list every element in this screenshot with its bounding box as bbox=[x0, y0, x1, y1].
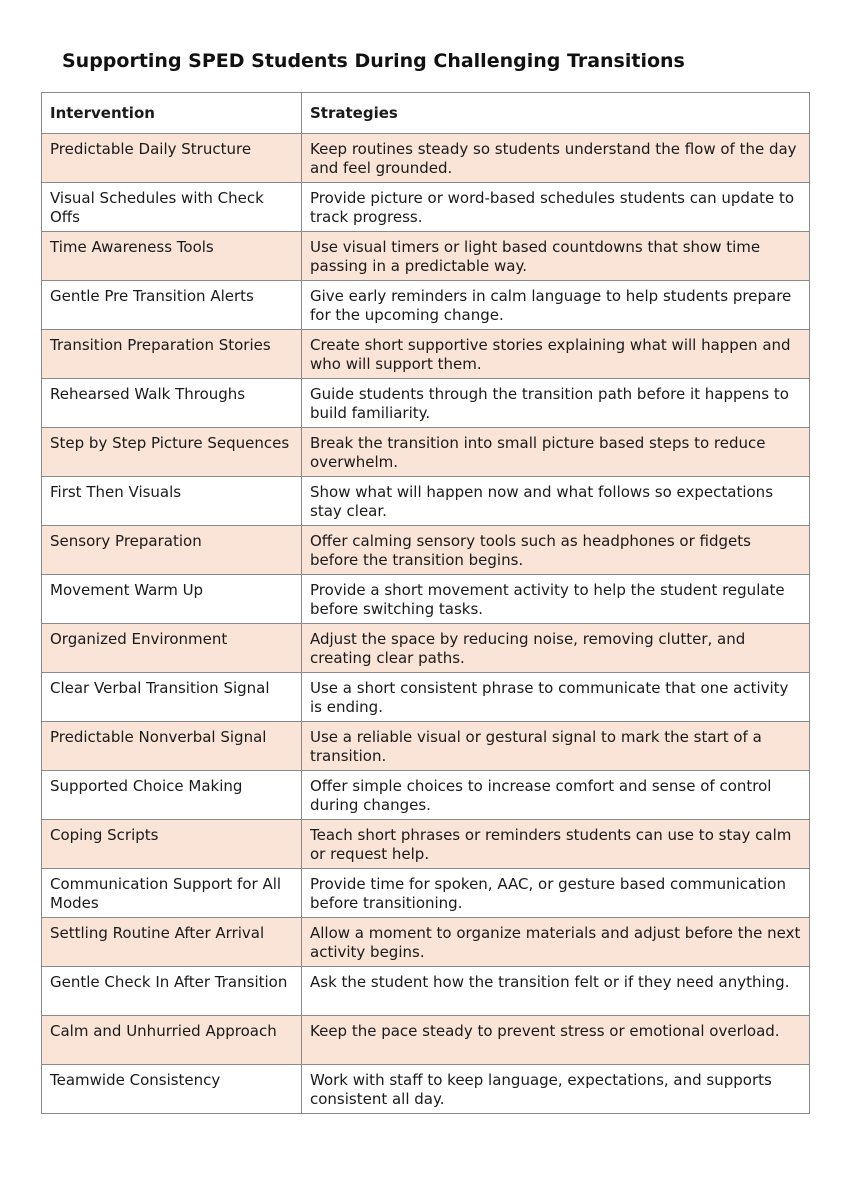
strategy-cell: Work with staff to keep language, expectations, and supports consistent all day. bbox=[302, 1065, 810, 1114]
strategy-cell: Guide students through the transition path before it happens to build familiarity. bbox=[302, 379, 810, 428]
strategy-cell: Keep the pace steady to prevent stress or emotional overload. bbox=[302, 1016, 810, 1065]
table-body bbox=[42, 134, 810, 1114]
table-row bbox=[42, 820, 810, 869]
table-row bbox=[42, 967, 810, 1016]
strategy-cell: Offer calming sensory tools such as headphones or fidgets before the transition begins. bbox=[302, 526, 810, 575]
strategy-cell: Use visual timers or light based countdowns that show time passing in a predictable way. bbox=[302, 232, 810, 281]
intervention-cell: First Then Visuals bbox=[42, 477, 302, 526]
strategy-cell: Give early reminders in calm language to help students prepare for the upcoming change. bbox=[302, 281, 810, 330]
document-title: Supporting SPED Students During Challenging Transitions bbox=[62, 50, 685, 72]
intervention-cell: Coping Scripts bbox=[42, 820, 302, 869]
interventions-table bbox=[41, 92, 810, 1114]
table-row bbox=[42, 379, 810, 428]
header-row bbox=[42, 93, 810, 134]
intervention-cell: Gentle Pre Transition Alerts bbox=[42, 281, 302, 330]
intervention-cell: Predictable Nonverbal Signal bbox=[42, 722, 302, 771]
table-row bbox=[42, 281, 810, 330]
intervention-cell: Organized Environment bbox=[42, 624, 302, 673]
intervention-cell: Transition Preparation Stories bbox=[42, 330, 302, 379]
table-row bbox=[42, 330, 810, 379]
table-row bbox=[42, 134, 810, 183]
intervention-cell: Step by Step Picture Sequences bbox=[42, 428, 302, 477]
strategy-cell: Ask the student how the transition felt or if they need anything. bbox=[302, 967, 810, 1016]
table-row bbox=[42, 1065, 810, 1114]
strategy-cell: Use a short consistent phrase to communicate that one activity is ending. bbox=[302, 673, 810, 722]
header-intervention: Intervention bbox=[42, 93, 302, 134]
intervention-cell: Visual Schedules with Check Offs bbox=[42, 183, 302, 232]
intervention-cell: Supported Choice Making bbox=[42, 771, 302, 820]
strategy-cell: Keep routines steady so students understand the flow of the day and feel grounded. bbox=[302, 134, 810, 183]
table-row bbox=[42, 673, 810, 722]
intervention-cell: Predictable Daily Structure bbox=[42, 134, 302, 183]
table-row bbox=[42, 869, 810, 918]
table-row bbox=[42, 771, 810, 820]
strategy-cell: Provide time for spoken, AAC, or gesture based communication before transitioning. bbox=[302, 869, 810, 918]
strategy-cell: Use a reliable visual or gestural signal to mark the start of a transition. bbox=[302, 722, 810, 771]
intervention-cell: Clear Verbal Transition Signal bbox=[42, 673, 302, 722]
intervention-cell: Time Awareness Tools bbox=[42, 232, 302, 281]
strategy-cell: Provide a short movement activity to help the student regulate before switching tasks. bbox=[302, 575, 810, 624]
strategy-cell: Teach short phrases or reminders students can use to stay calm or request help. bbox=[302, 820, 810, 869]
strategy-cell: Show what will happen now and what follows so expectations stay clear. bbox=[302, 477, 810, 526]
intervention-cell: Communication Support for All Modes bbox=[42, 869, 302, 918]
table-row bbox=[42, 232, 810, 281]
intervention-cell: Gentle Check In After Transition bbox=[42, 967, 302, 1016]
intervention-cell: Settling Routine After Arrival bbox=[42, 918, 302, 967]
intervention-cell: Rehearsed Walk Throughs bbox=[42, 379, 302, 428]
strategy-cell: Create short supportive stories explaining what will happen and who will support them. bbox=[302, 330, 810, 379]
table-row bbox=[42, 428, 810, 477]
table-row bbox=[42, 918, 810, 967]
strategy-cell: Allow a moment to organize materials and adjust before the next activity begins. bbox=[302, 918, 810, 967]
intervention-cell: Teamwide Consistency bbox=[42, 1065, 302, 1114]
table-row bbox=[42, 722, 810, 771]
table-row bbox=[42, 526, 810, 575]
strategy-cell: Break the transition into small picture based steps to reduce overwhelm. bbox=[302, 428, 810, 477]
table-row bbox=[42, 1016, 810, 1065]
table-row bbox=[42, 477, 810, 526]
strategy-cell: Offer simple choices to increase comfort and sense of control during changes. bbox=[302, 771, 810, 820]
table-row bbox=[42, 575, 810, 624]
strategy-cell: Provide picture or word-based schedules students can update to track progress. bbox=[302, 183, 810, 232]
strategy-cell: Adjust the space by reducing noise, removing clutter, and creating clear paths. bbox=[302, 624, 810, 673]
table-header bbox=[42, 93, 810, 134]
intervention-cell: Calm and Unhurried Approach bbox=[42, 1016, 302, 1065]
table-row bbox=[42, 183, 810, 232]
table-row bbox=[42, 624, 810, 673]
intervention-cell: Movement Warm Up bbox=[42, 575, 302, 624]
header-strategies: Strategies bbox=[302, 93, 810, 134]
intervention-cell: Sensory Preparation bbox=[42, 526, 302, 575]
